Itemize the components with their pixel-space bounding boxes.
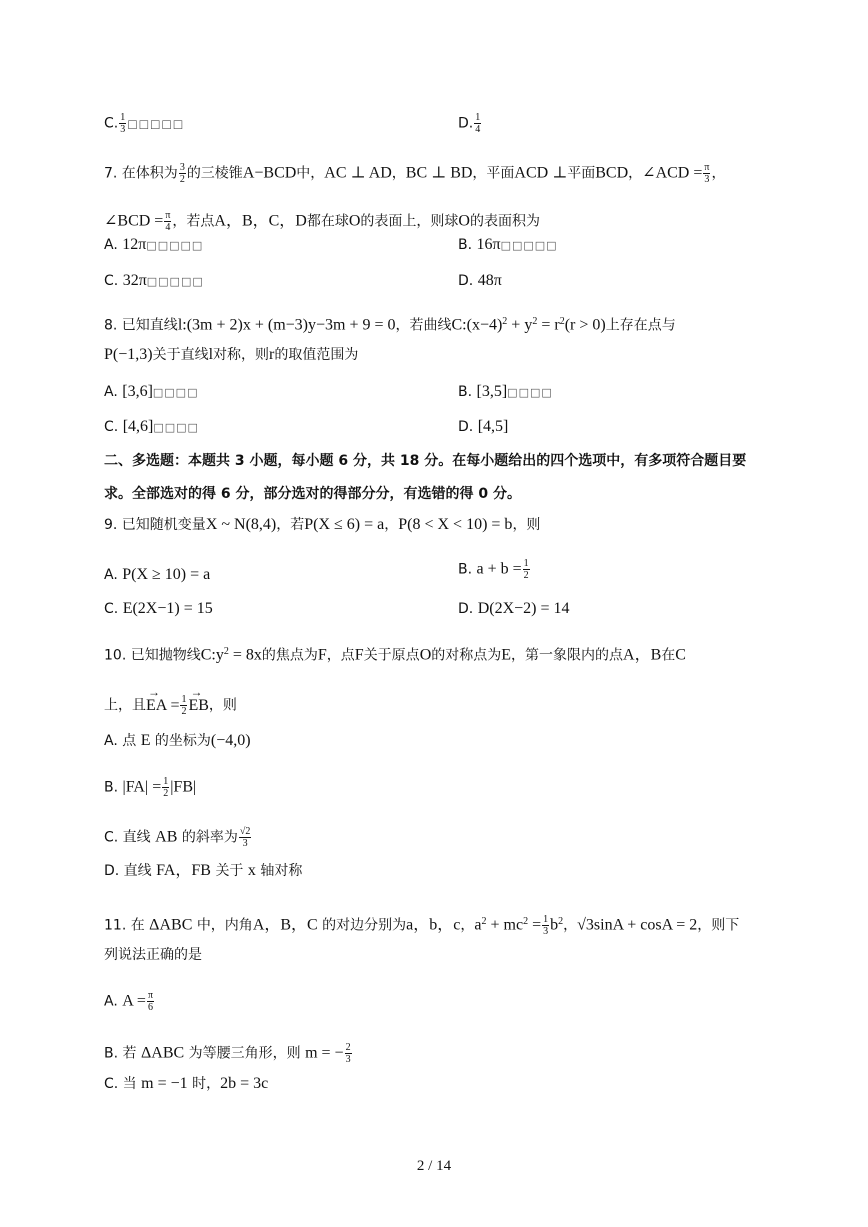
question-8-line-1: 8. 已知直线l:(3m + 2)x + (m−3)y−3m + 9 = 0，若曲线$C:(x-4)^2 + y^2 = r^2(r > 0)$上存在点与 <box>104 316 676 334</box>
q8-option-c: C. [4,6]□□□□ <box>104 418 199 435</box>
section-header-2: 求。全部选对的得 6 分，部分选对的得部分分，有选错的得 0 分。 <box>104 486 521 502</box>
q8-option-d: D. [4,5] <box>458 418 509 435</box>
question-7-line-1: 7. 在体积为 $\frac{3}{2}$ 的三棱锥A−BCD中，AC ⊥ AD，BC ⊥ BD，平面ACD ⊥平面BCD，∠ACD = $\frac{\pi}{3}$ ， <box>104 162 726 185</box>
q11-option-a: A. A = $\frac{\pi}{6}$ <box>104 990 153 1013</box>
q10-option-d: D. 直线 FA，FB 关于 x 轴对称 <box>104 862 303 879</box>
q9-option-d: D. D(2X−2) = 14 <box>458 600 570 617</box>
question-11-line-2: 列说法正确的是 <box>104 947 202 963</box>
question-7-line-2: ∠BCD = $\frac{\pi}{4}$ ，若点A，B，C，D都在球O的表面上，则球O的表面积为 <box>104 210 540 233</box>
q10-option-a: A. 点 E 的坐标为(−4,0) <box>104 732 251 749</box>
page-number: 2 / 14 <box>416 1158 452 1174</box>
q8-option-a: A. [3,6]□□□□ <box>104 383 199 400</box>
q9-option-a: A. P(X ≥ 10) = a <box>104 566 211 583</box>
q8-option-b: B. [3,5]□□□□ <box>458 383 553 400</box>
q10-option-c: C. 直线 AB 的斜率为 $\frac{√2}{3}$ <box>104 826 251 849</box>
q7-option-b: B. 16π□□□□□ <box>458 236 558 253</box>
q7-option-d: D. 48π <box>458 272 502 289</box>
section-header-1: 二、多选题：本题共 3 小题，每小题 6 分，共 18 分。在每小题给出的四个选项中，有多项符合题目要 <box>104 453 747 469</box>
q11-option-b: B. 若 ΔABC 为等腰三角形，则 m = − $\frac{2}{3}$ <box>104 1042 351 1065</box>
question-8-line-2: P(−1,3)关于直线l对称，则r的取值范围为 <box>104 346 359 363</box>
q11-option-c: C. 当 m = −1 时，2b = 3c <box>104 1075 269 1092</box>
q9-option-c: C. E(2X−1) = 15 <box>104 600 213 617</box>
option-d-prev: D. $\frac{1}{4}$ <box>458 112 481 135</box>
q7-option-a: A. 12π□□□□□ <box>104 236 204 253</box>
q10-option-b: B. |FA| = $\frac{1}{2}$ |FB| <box>104 776 197 799</box>
question-10-line-2: 上，且 → EA = $\frac{1}{2}$ → EB，则 <box>104 684 237 717</box>
option-c-prev: C. $\frac{1}{3}$ □□□□□ <box>104 112 185 135</box>
q9-option-b: B. a + b = $\frac{1}{2}$ <box>458 558 529 581</box>
fraction: $\frac{1}{3}$ <box>120 112 126 135</box>
question-10-line-1: 10. 已知抛物线$C:y^2 = 8x$的焦点为F，点F关于原点O的对称点为E，第一象限内的点A，B在C <box>104 646 686 664</box>
question-9: 9. 已知随机变量X ~ N(8,4)，若P(X ≤ 6) = a，P(8 < X < 10) = b，则 <box>104 516 541 533</box>
question-11-line-1: 11. 在 ΔABC 中，内角A，B，C 的对边分别为a，b，c，$a^2 + mc^2$ = $\frac{1}{3}$ $b^2$，√3sinA + cosA = 2，则下 <box>104 914 740 938</box>
q7-option-c: C. 32π□□□□□ <box>104 272 204 289</box>
